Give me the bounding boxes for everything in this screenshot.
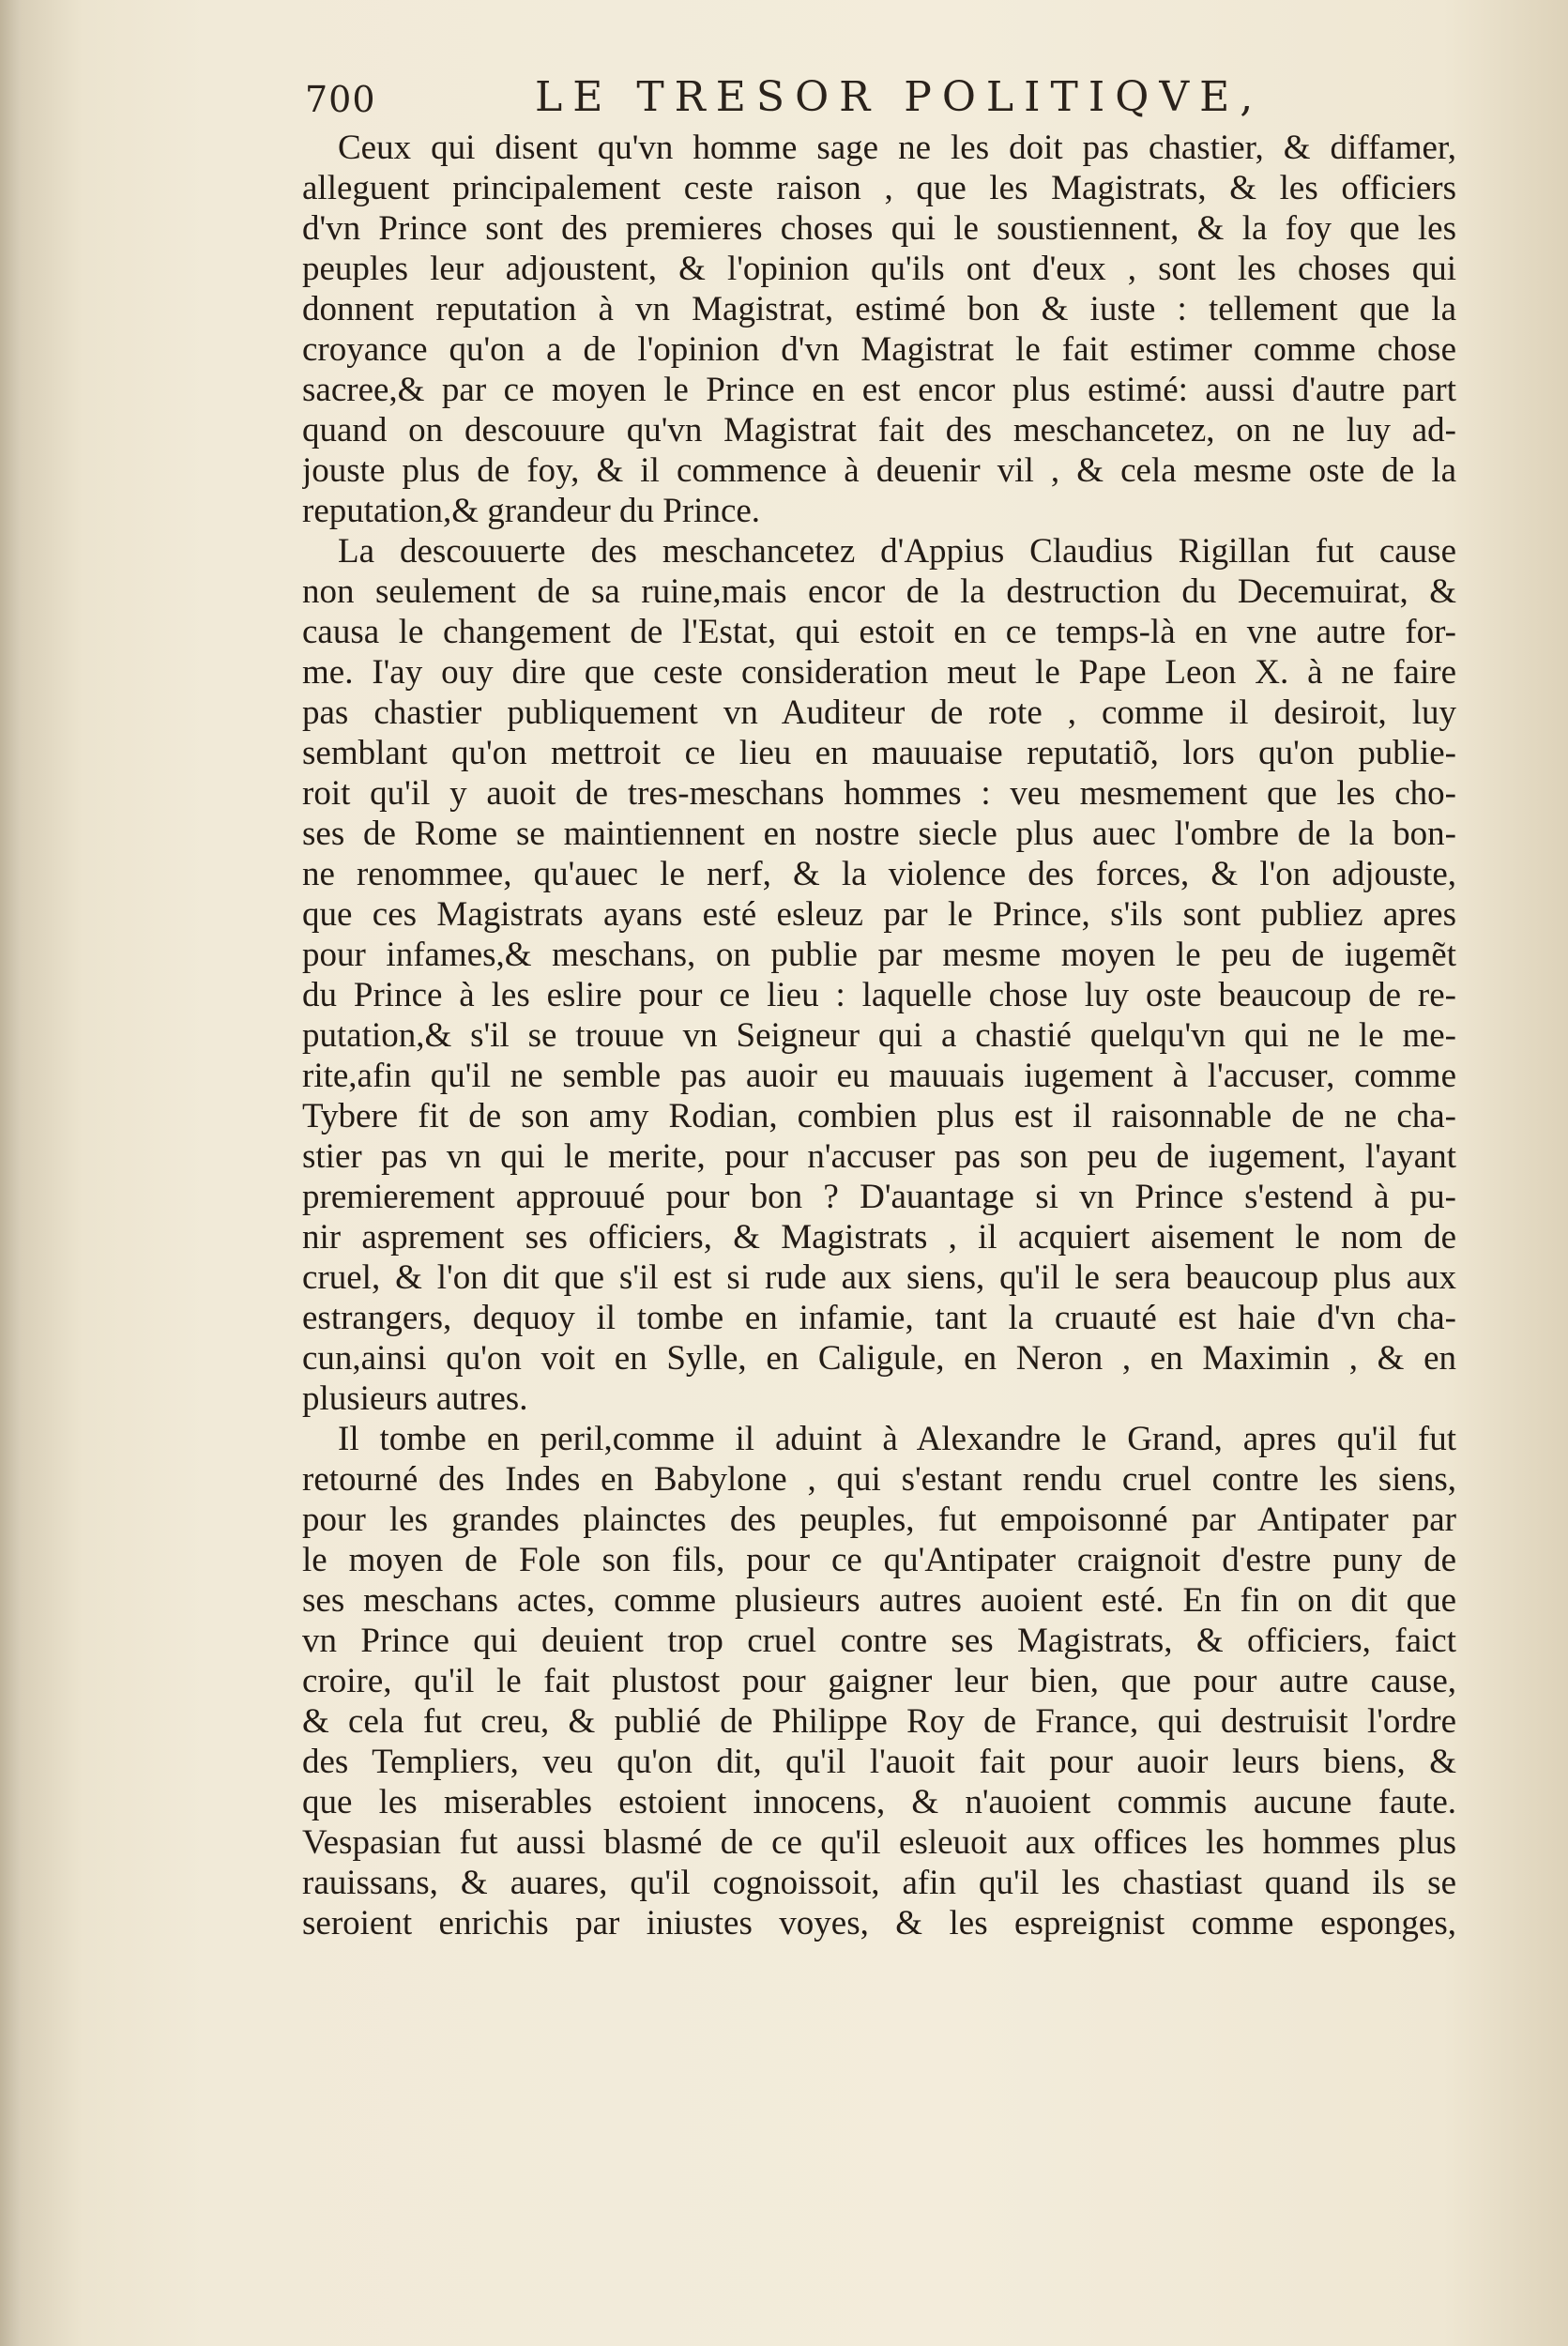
text-line: pour les grandes plainctes des peuples, fut empoisonné par Antipater par [302,1501,1456,1539]
paragraph-2 [302,531,1456,1419]
text-line: quand on descouure qu'vn Magistrat fait des meschancetez, on ne luy ad- [302,411,1456,449]
text-line: vn Prince qui deuient trop cruel contre ses Magistrats, & officiers, faict [302,1622,1456,1660]
paragraph-3 [302,1419,1456,1943]
text-line: cun,ainsi qu'on voit en Sylle, en Caligule, en Neron , en Maximin , & en [302,1339,1456,1378]
text-line: ne renommee, qu'auec le nerf, & la violence des forces, & l'on adjouste, [302,855,1456,893]
text-line: rauissans, & auares, qu'il cognoissoit, afin qu'il les chastiast quand ils se [302,1864,1456,1902]
text-line: estrangers, dequoy il tombe en infamie, tant la cruauté est haie d'vn cha- [302,1299,1456,1337]
text-line: pour infames,& meschans, on publie par mesme moyen le peu de iugemẽt [302,936,1456,974]
text-line: rite,afin qu'il ne semble pas auoir eu mauuais iugement à l'accuser, comme [302,1057,1456,1095]
text-line: jouste plus de foy, & il commence à deuenir vil , & cela mesme oste de la [302,451,1456,490]
text-line: croire, qu'il le fait plustost pour gaigner leur bien, que pour autre cause, [302,1662,1456,1700]
text-line: La descouuerte des meschancetez d'Appius Claudius Rigillan fut cause [338,532,1456,571]
text-line: Il tombe en peril,comme il aduint à Alexandre le Grand, apres qu'il fut [338,1420,1456,1458]
text-line: le moyen de Fole son fils, pour ce qu'Antipater craignoit d'estre puny de [302,1541,1456,1579]
text-line: causa le changement de l'Estat, qui estoit en ce temps-là en vne autre for- [302,613,1456,651]
text-line: me. I'ay ouy dire que ceste consideration meut le Pape Leon X. à ne faire [302,653,1456,692]
running-head: LE TRESOR POLITIQVE, [535,73,1264,121]
text-line: donnent reputation à vn Magistrat, estimé bon & iuste : tellement que la [302,290,1456,328]
text-line: plusieurs autres. [302,1379,528,1418]
text-line: retourné des Indes en Babylone , qui s'estant rendu cruel contre les siens, [302,1460,1456,1499]
text-line: cruel, & l'on dit que s'il est si rude aux siens, qu'il le sera beaucoup plus aux [302,1258,1456,1297]
text-line: reputation,& grandeur du Prince. [302,492,761,530]
page-number: 700 [305,79,376,120]
text-line: putation,& s'il se trouue vn Seigneur qui a chastié quelqu'vn qui ne le me- [302,1016,1456,1055]
text-line: ses meschans actes, comme plusieurs autres auoient esté. En fin on dit que [302,1581,1456,1620]
text-line: des Templiers, veu qu'on dit, qu'il l'auoit fait pour auoir leurs biens, & [302,1743,1456,1781]
text-line: Vespasian fut aussi blasmé de ce qu'il esleuoit aux offices les hommes plus [302,1823,1456,1862]
text-line: que ces Magistrats ayans esté esleuz par le Prince, s'ils sont publiez apres [302,895,1456,934]
text-line: stier pas vn qui le merite, pour n'accuser pas son peu de iugement, l'ayant [302,1137,1456,1176]
text-line: ses de Rome se maintiennent en nostre siecle plus auec l'ombre de la bon- [302,815,1456,853]
text-line: nir asprement ses officiers, & Magistrats , il acquiert aisement le nom de [302,1218,1456,1257]
body-text [302,128,1456,1943]
page-gutter-shadow [0,0,21,2346]
text-line: alleguent principalement ceste raison , que les Magistrats, & les officiers [302,169,1456,207]
text-line: Ceux qui disent qu'vn homme sage ne les doit pas chastier, & diffamer, [338,129,1456,167]
text-line: croyance qu'on a de l'opinion d'vn Magistrat le fait estimer comme chose [302,330,1456,369]
text-line: Tybere fit de son amy Rodian, combien plus est il raisonnable de ne cha- [302,1097,1456,1135]
text-line: semblant qu'on mettroit ce lieu en mauuaise reputatiõ, lors qu'on publie- [302,734,1456,772]
text-line: roit qu'il y auoit de tres-meschans hommes : veu mesmement que les cho- [302,774,1456,813]
text-line: d'vn Prince sont des premieres choses qui le soustiennent, & la foy que les [302,209,1456,248]
text-line: pas chastier publiquement vn Auditeur de rote , comme il desiroit, luy [302,693,1456,732]
paragraph-1 [302,128,1456,531]
text-line: non seulement de sa ruine,mais encor de la destruction du Decemuirat, & [302,572,1456,611]
text-line: sacree,& par ce moyen le Prince en est encor plus estimé: aussi d'autre part [302,371,1456,409]
text-line: peuples leur adjoustent, & l'opinion qu'ils ont d'eux , sont les choses qui [302,250,1456,288]
text-line: du Prince à les eslire pour ce lieu : laquelle chose luy oste beaucoup de re- [302,976,1456,1014]
page-header [0,73,1568,129]
text-line: que les miserables estoient innocens, & n'auoient commis aucune faute. [302,1783,1456,1821]
text-line: seroient enrichis par iniustes voyes, & les espreignist comme esponges, [302,1904,1456,1942]
text-line: premierement approuué pour bon ? D'auantage si vn Prince s'estend à pu- [302,1178,1456,1216]
text-line: & cela fut creu, & publié de Philippe Roy de France, qui destruisit l'ordre [302,1702,1456,1741]
